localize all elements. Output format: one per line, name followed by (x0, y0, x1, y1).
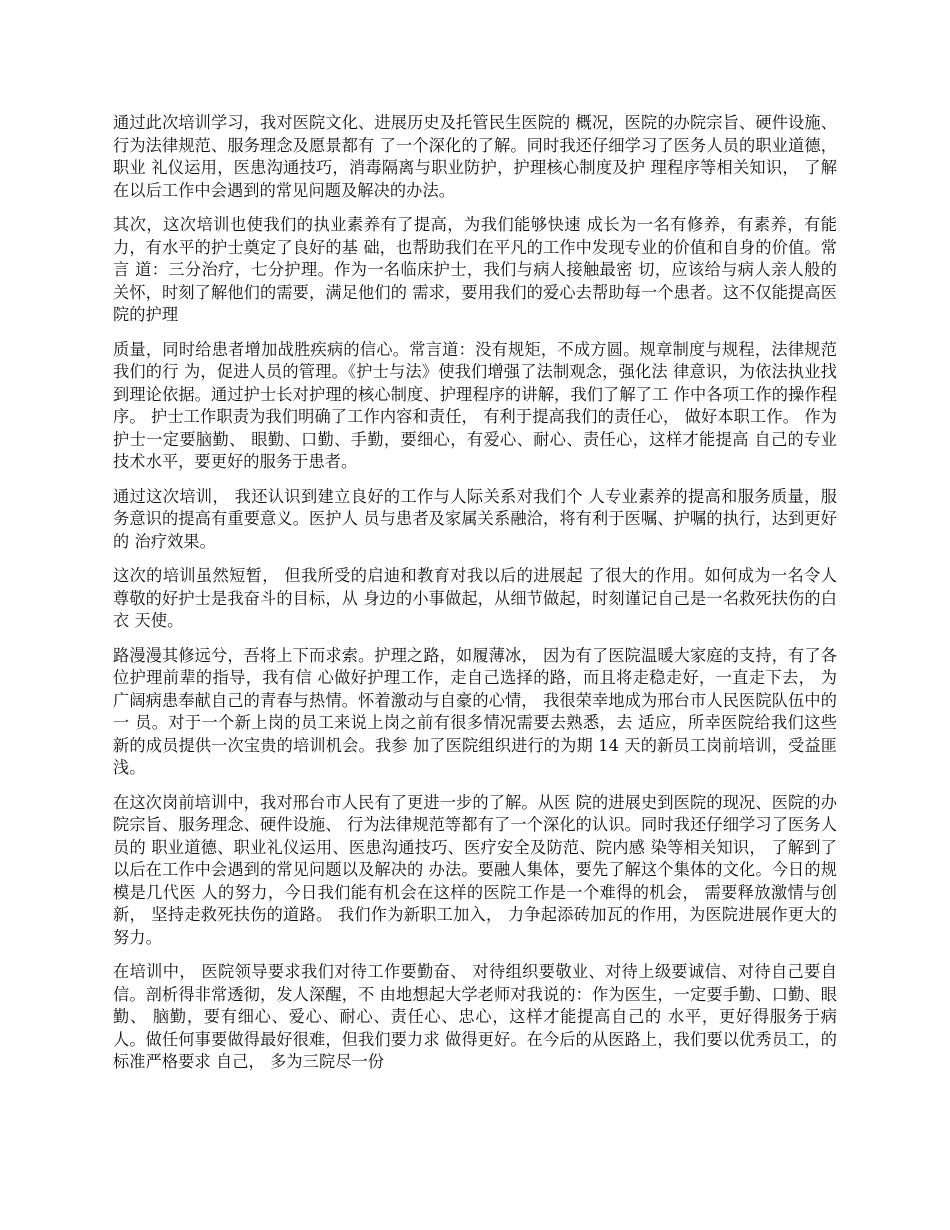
paragraph-7: 在这次岗前培训中，我对邢台市人民有了更进一步的了解。从医 院的进展史到医院的现况、医院的办院宗旨、服务理念、硬件设施、 行为法律规范等都有了一个深化的认识。同时我还仔细学习了医务人员的 职业道德、职业礼仪运用、医患沟通技巧、医疗安全及防范、院内感 染等相关知识， 了解到了以后在工作中会遇到的常见问题以及解决的 办法。要融人集体，要先了解这个集体的文化。今日的规模是几代医 人的努力，今日我们能有机会在这样的医院工作是一个难得的机会， 需要释放激情与创新， 坚持走救死扶伤的道路。 我们作为新职工加入， 力争起添砖加瓦的作用，为医院进展作更大的努力。 (113, 792, 837, 947)
paragraph-2: 其次，这次培训也使我们的执业素养有了提高，为我们能够快速 成长为一名有修养，有素养，有能力，有水平的护士奠定了良好的基 础，也帮助我们在平凡的工作中发现专业的价值和自身的价值。常言 道：三分治疗，七分护理。作为一名临床护士，我们与病人接触最密 切，应该给与病人亲人般的关怀，时刻了解他们的需要，满足他们的 需求，要用我们的爱心去帮助每一个患者。这不仅能提高医院的护理 (113, 215, 837, 324)
paragraph-8: 在培训中， 医院领导要求我们对待工作要勤奋、 对待组织要敬业、对待上级要诚信、对待自己要自信。剖析得非常透彻，发人深醒，不 由地想起大学老师对我说的：作为医生，一定要手勤、口勤、眼勤、 脑勤，要有细心、爱心、耐心、责任心、忠心，这样才能提高自己的 水平，更好得服务于病人。做任何事要做得最好很难，但我们要力求 做得更好。在今后的从医路上，我们要以优秀员工，的标准严格要求 自己， 多为三院尽一份 (113, 962, 837, 1071)
paragraph-4: 通过这次培训， 我还认识到建立良好的工作与人际关系对我们个 人专业素养的提高和服务质量，服务意识的提高有重要意义。医护人 员与患者及家属关系融洽，将有利于医嘱、护嘱的执行，达到更好的 治疗效果。 (113, 486, 837, 551)
paragraph-6: 路漫漫其修远兮，吾将上下而求索。护理之路，如履薄冰， 因为有了医院温暖大家庭的支持，有了各位护理前辈的指导，我有信 心做好护理工作，走自己选择的路，而且将走稳走好，一直走下去， 为广阔病患奉献自己的青春与热情。怀着激动与自豪的心情， 我很荣幸地成为邢台市人民医院队伍中的一 员。对于一个新上岗的员工来说上岗之前有很多情况需要去熟悉，去 适应，所幸医院给我们这些新的成员提供一次宝贵的培训机会。我参 加了医院组织进行的为期 14 天的新员工岗前培训，受益匪浅。 (113, 645, 837, 777)
paragraph-5: 这次的培训虽然短暂， 但我所受的启迪和教育对我以后的进展起 了很大的作用。如何成为一名令人尊敬的好护士是我奋斗的目标，从 身边的小事做起，从细节做起，时刻谨记自己是一名救死扶伤的白衣 天使。 (113, 566, 837, 630)
paragraph-3: 质量，同时给患者增加战胜疾病的信心。常言道：没有规矩，不成方圆。规章制度与规程，法律规范我们的行 为，促进人员的管理。《护士与法》使我们增强了法制观念，强化法 律意识，为依法执业找到理论依据。通过护士长对护理的核心制度、护理程序的讲解，我们了解了工 作中各项工作的操作程序。 护士工作职责为我们明确了工作内容和责任， 有利于提高我们的责任心， 做好本职工作。 作为护士一定要脑勤、 眼勤、口勤、手勤，要细心，有爱心、耐心、责任心，这样才能提高 自己的专业技术水平，要更好的服务于患者。 (113, 339, 837, 471)
document-body (113, 112, 837, 1086)
paragraph-1: 通过此次培训学习，我对医院文化、进展历史及托管民生医院的 概况，医院的办院宗旨、硬件设施、行为法律规范、服务理念及愿景都有 了一个深化的了解。同时我还仔细学习了医务人员的职业道德，职业 礼仪运用，医患沟通技巧，消毒隔离与职业防护，护理核心制度及护 理程序等相关知识， 了解在以后工作中会遇到的常见问题及解决的办法。 (113, 113, 837, 200)
